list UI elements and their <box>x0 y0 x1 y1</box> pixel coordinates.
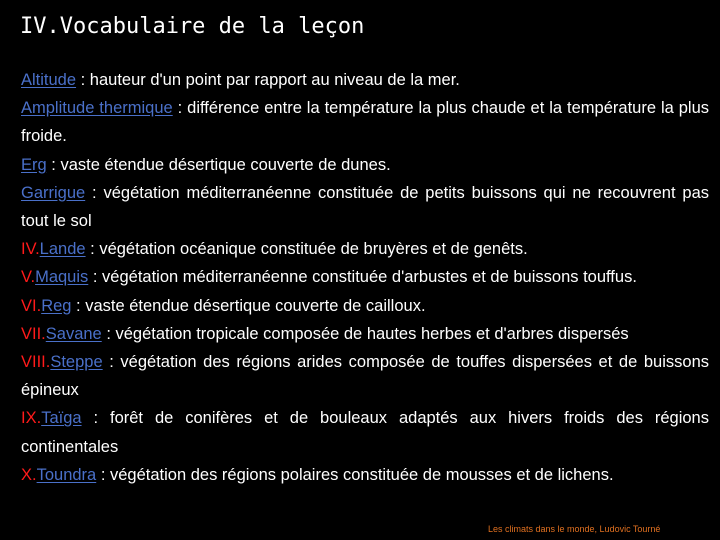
term-altitude[interactable]: Altitude <box>21 71 77 89</box>
entry-prefix: VIII. <box>21 353 51 372</box>
entry-definition: : végétation méditerranéenne constituée d'arbustes et de buissons touffus. <box>88 268 637 287</box>
vocab-entry-lande <box>21 235 709 263</box>
entry-definition: : forêt de conifères et de bouleaux adaptés aux hivers froids des régions continentales <box>21 409 709 456</box>
vocab-entry-amplitude-thermique <box>21 94 709 150</box>
entry-prefix: V. <box>21 268 36 287</box>
vocab-entry-savane <box>21 320 709 348</box>
term-lande[interactable]: Lande <box>39 240 86 259</box>
term-toundra[interactable]: Toundra <box>36 465 97 484</box>
vocab-entry-maquis <box>21 263 709 291</box>
term-savane[interactable]: Savane <box>45 324 102 343</box>
entry-prefix: IV. <box>21 240 40 259</box>
entry-definition: : végétation méditerranéenne constituée de petits buissons qui ne recouvrent pas tout le sol <box>21 183 709 231</box>
footer-credit: Les climats dans le monde, Ludovic Tourné <box>488 524 661 534</box>
term-garrigue[interactable]: Garrigue <box>21 183 86 202</box>
entry-definition: : végétation tropicale composée de hautes herbes et d'arbres dispersés <box>101 324 629 343</box>
entry-definition: : végétation des régions arides composée de touffes dispersées et de buissons épineux <box>21 353 709 400</box>
vocab-entry-erg <box>21 151 709 179</box>
entry-prefix: VI. <box>21 296 42 315</box>
slide-title: IV.Vocabulaire de la leçon <box>20 14 365 39</box>
term-taiga[interactable]: Taïga <box>41 409 82 428</box>
term-steppe[interactable]: Steppe <box>50 353 103 372</box>
vocabulary-list <box>21 66 709 489</box>
vocab-entry-taiga <box>21 404 709 460</box>
vocab-entry-steppe <box>21 348 709 404</box>
entry-definition: : hauteur d'un point par rapport au niveau de la mer. <box>76 71 460 89</box>
entry-definition: : vaste étendue désertique couverte de dunes. <box>46 155 391 174</box>
entry-definition: : vaste étendue désertique couverte de cailloux. <box>71 296 426 315</box>
vocab-entry-reg <box>21 292 709 320</box>
term-erg[interactable]: Erg <box>21 155 47 174</box>
entry-prefix: VII. <box>21 324 46 343</box>
vocab-entry-altitude <box>21 66 709 94</box>
entry-definition: : différence entre la température la plus chaude et la température la plus froide. <box>21 99 709 146</box>
entry-definition: : végétation des régions polaires constituée de mousses et de lichens. <box>96 465 614 484</box>
vocab-entry-garrigue <box>21 179 709 235</box>
vocab-entry-toundra <box>21 461 709 489</box>
entry-prefix: IX. <box>21 409 42 428</box>
term-amplitude-thermique[interactable]: Amplitude thermique <box>21 99 173 118</box>
entry-prefix: X. <box>21 465 37 484</box>
term-maquis[interactable]: Maquis <box>35 268 89 287</box>
term-reg[interactable]: Reg <box>41 296 72 315</box>
entry-definition: : végétation océanique constituée de bruyères et de genêts. <box>85 240 528 259</box>
